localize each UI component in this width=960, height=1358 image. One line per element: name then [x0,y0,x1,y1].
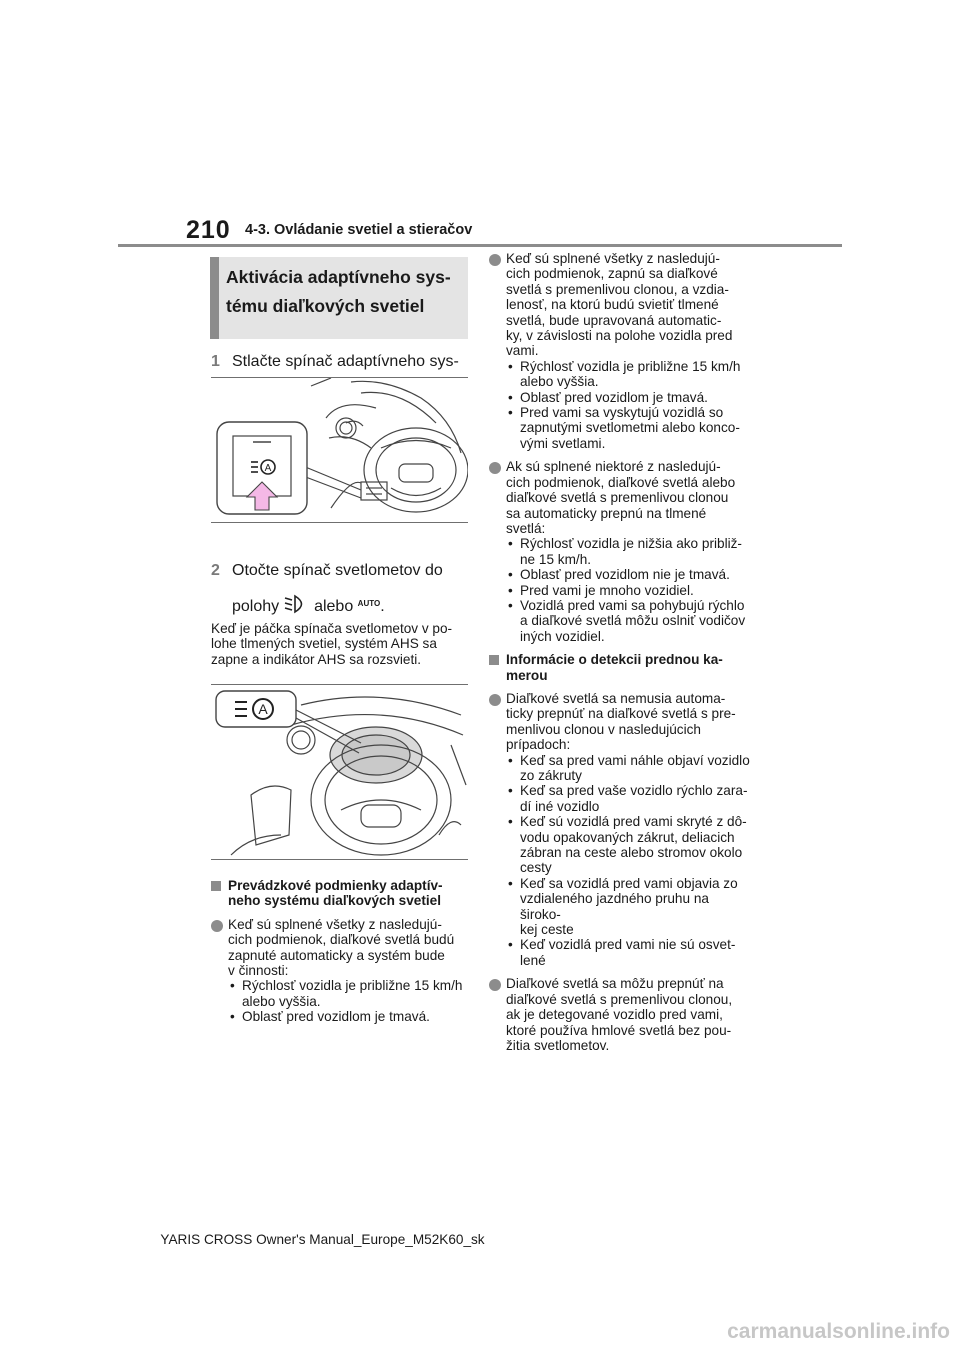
step-2-position-label: polohy [232,598,280,615]
switch-illustration [211,378,468,522]
ahs-icon [251,460,275,474]
conditions-heading [211,878,471,909]
paragraph-1-text: Keď sú splnené všetky z nasledujú- cich podmienok, zapnú sa diaľkové svetlá s premenlivou clonou, a vzdia- lenosť, na ktorú budú svietiť tlmené svetlá, bude upravovaná automatic- ky, v závislosti na polohe vozidla pred vami. [506,251,733,359]
list-item: • Rýchlosť vozidla je približne 15 km/h alebo vyššia. [228,978,471,1009]
step-2 [211,557,471,620]
list-item: • Rýchlosť vozidla je približne 15 km/h alebo vyššia. [506,359,751,390]
list-item: • Pred vami je mnoho vozidiel. [506,583,751,598]
section-heading: Aktivácia adaptívneho sys- tému diaľkových svetiel [226,267,451,316]
circle-bullet-icon [489,462,501,474]
paragraph-3-text: Diaľkové svetlá sa nemusia automa- ticky prepnúť na diaľkové svetlá s pre- menlivou clonou v nasledujúcich prípadoch: [506,690,736,753]
step-1-number: 1 [211,353,220,370]
circle-bullet-icon [489,979,501,991]
step-2-line1: Otočte spínač svetlometov do [232,562,443,579]
list-item: • Oblasť pred vozidlom je tmavá. [506,390,751,405]
list-item: • Pred vami sa vyskytujú vozidlá so zapnutými svetlometmi alebo konco- vými svetlami. [506,405,751,451]
conditions-paragraph-text: Keď sú splnené všetky z nasledujú- cich podmienok, diaľkové svetlá budú zapnuté automaticky a systém bude v činnosti: [228,916,455,979]
list-item: • Oblasť pred vozidlom je tmavá. [228,1009,471,1024]
list-item: • Keď vozidlá pred vami nie sú osvet- lené [506,937,751,968]
conditions-paragraph [211,917,471,1025]
list-item: • Keď sa vozidlá pred vami objavia zo vzdialeného jazdného pruhu na široko- kej ceste [506,876,751,938]
paragraph-4-text: Diaľkové svetlá sa môžu prepnúť na diaľkové svetlá s premenlivou clonou, ak je detegované vozidlo pred vami, ktoré používa hmlové svetlá bez pou- žitia svetlometov. [506,976,733,1053]
low-beam-icon [284,594,310,614]
header-rule [118,244,842,247]
indicator-illustration [211,685,468,859]
figure-switch-location [211,377,468,523]
step-1-text: Stlačte spínač adaptívneho sys- [232,353,459,370]
list-item: • Rýchlosť vozidla je nižšia ako približ- ne 15 km/h. [506,536,751,567]
right-column [489,251,751,1061]
paragraph-1 [489,251,751,451]
list-item: • Vozidlá pred vami sa pohybujú rýchlo a diaľkové svetlá môžu oslniť vodičov iných vozidiel. [506,598,751,644]
note-text: Keď je páčka spínača svetlometov v po- lohe tlmených svetiel, systém AHS sa zapne a indikátor AHS sa rozsvieti. [211,621,453,667]
list-item: • Keď sú vozidlá pred vami skryté z dô- vodu opakovaných zákrut, deliacich zábran na ceste alebo stromov okolo cesty [506,814,751,876]
watermark: carmanualsonline.info [727,1320,950,1343]
footer-text: YARIS CROSS Owner's Manual_Europe_M52K60_sk [160,1232,485,1247]
left-conditions [211,878,471,1033]
section-heading-box [210,257,468,339]
conditions-heading-text: Prevádzkové podmienky adaptív- neho systému diaľkových svetiel [228,878,443,909]
ahs-indicator-letter: A [258,701,268,717]
circle-bullet-icon [489,694,501,706]
list-item: • Keď sa pred vami náhle objaví vozidlo zo zákruty [506,753,751,784]
list-item: • Oblasť pred vozidlom nie je tmavá. [506,567,751,582]
list-item: • Keď sa pred vaše vozidlo rýchlo zara- dí iné vozidlo [506,783,751,814]
paragraph-3 [489,691,751,968]
figure-indicator [211,684,468,860]
circle-bullet-icon [489,254,501,266]
paragraph-4 [489,976,751,1053]
page-number: 210 [186,216,231,244]
camera-heading-text: Informácie o detekcii prednou ka- merou [506,652,723,683]
ahs-icon-letter: A [264,463,272,474]
circle-bullet-icon [211,920,223,932]
square-bullet-icon [489,655,499,665]
section-title: 4-3. Ovládanie svetiel a stieračov [245,222,473,238]
step-2-number: 2 [211,562,220,579]
step-2-end: . [380,598,385,615]
paragraph-2-text: Ak sú splnené niektoré z nasledujú- cich podmienok, diaľkové svetlá alebo diaľkové svetlá s premenlivou clonou sa automaticky prepnú na tlmené svetlá: [506,459,736,536]
paragraph-2 [489,459,751,644]
square-bullet-icon [211,881,221,891]
step-2-or: alebo [314,598,354,615]
heading-accent-bar [210,257,219,339]
camera-heading [489,652,751,683]
auto-icon: AUTO [357,599,381,608]
